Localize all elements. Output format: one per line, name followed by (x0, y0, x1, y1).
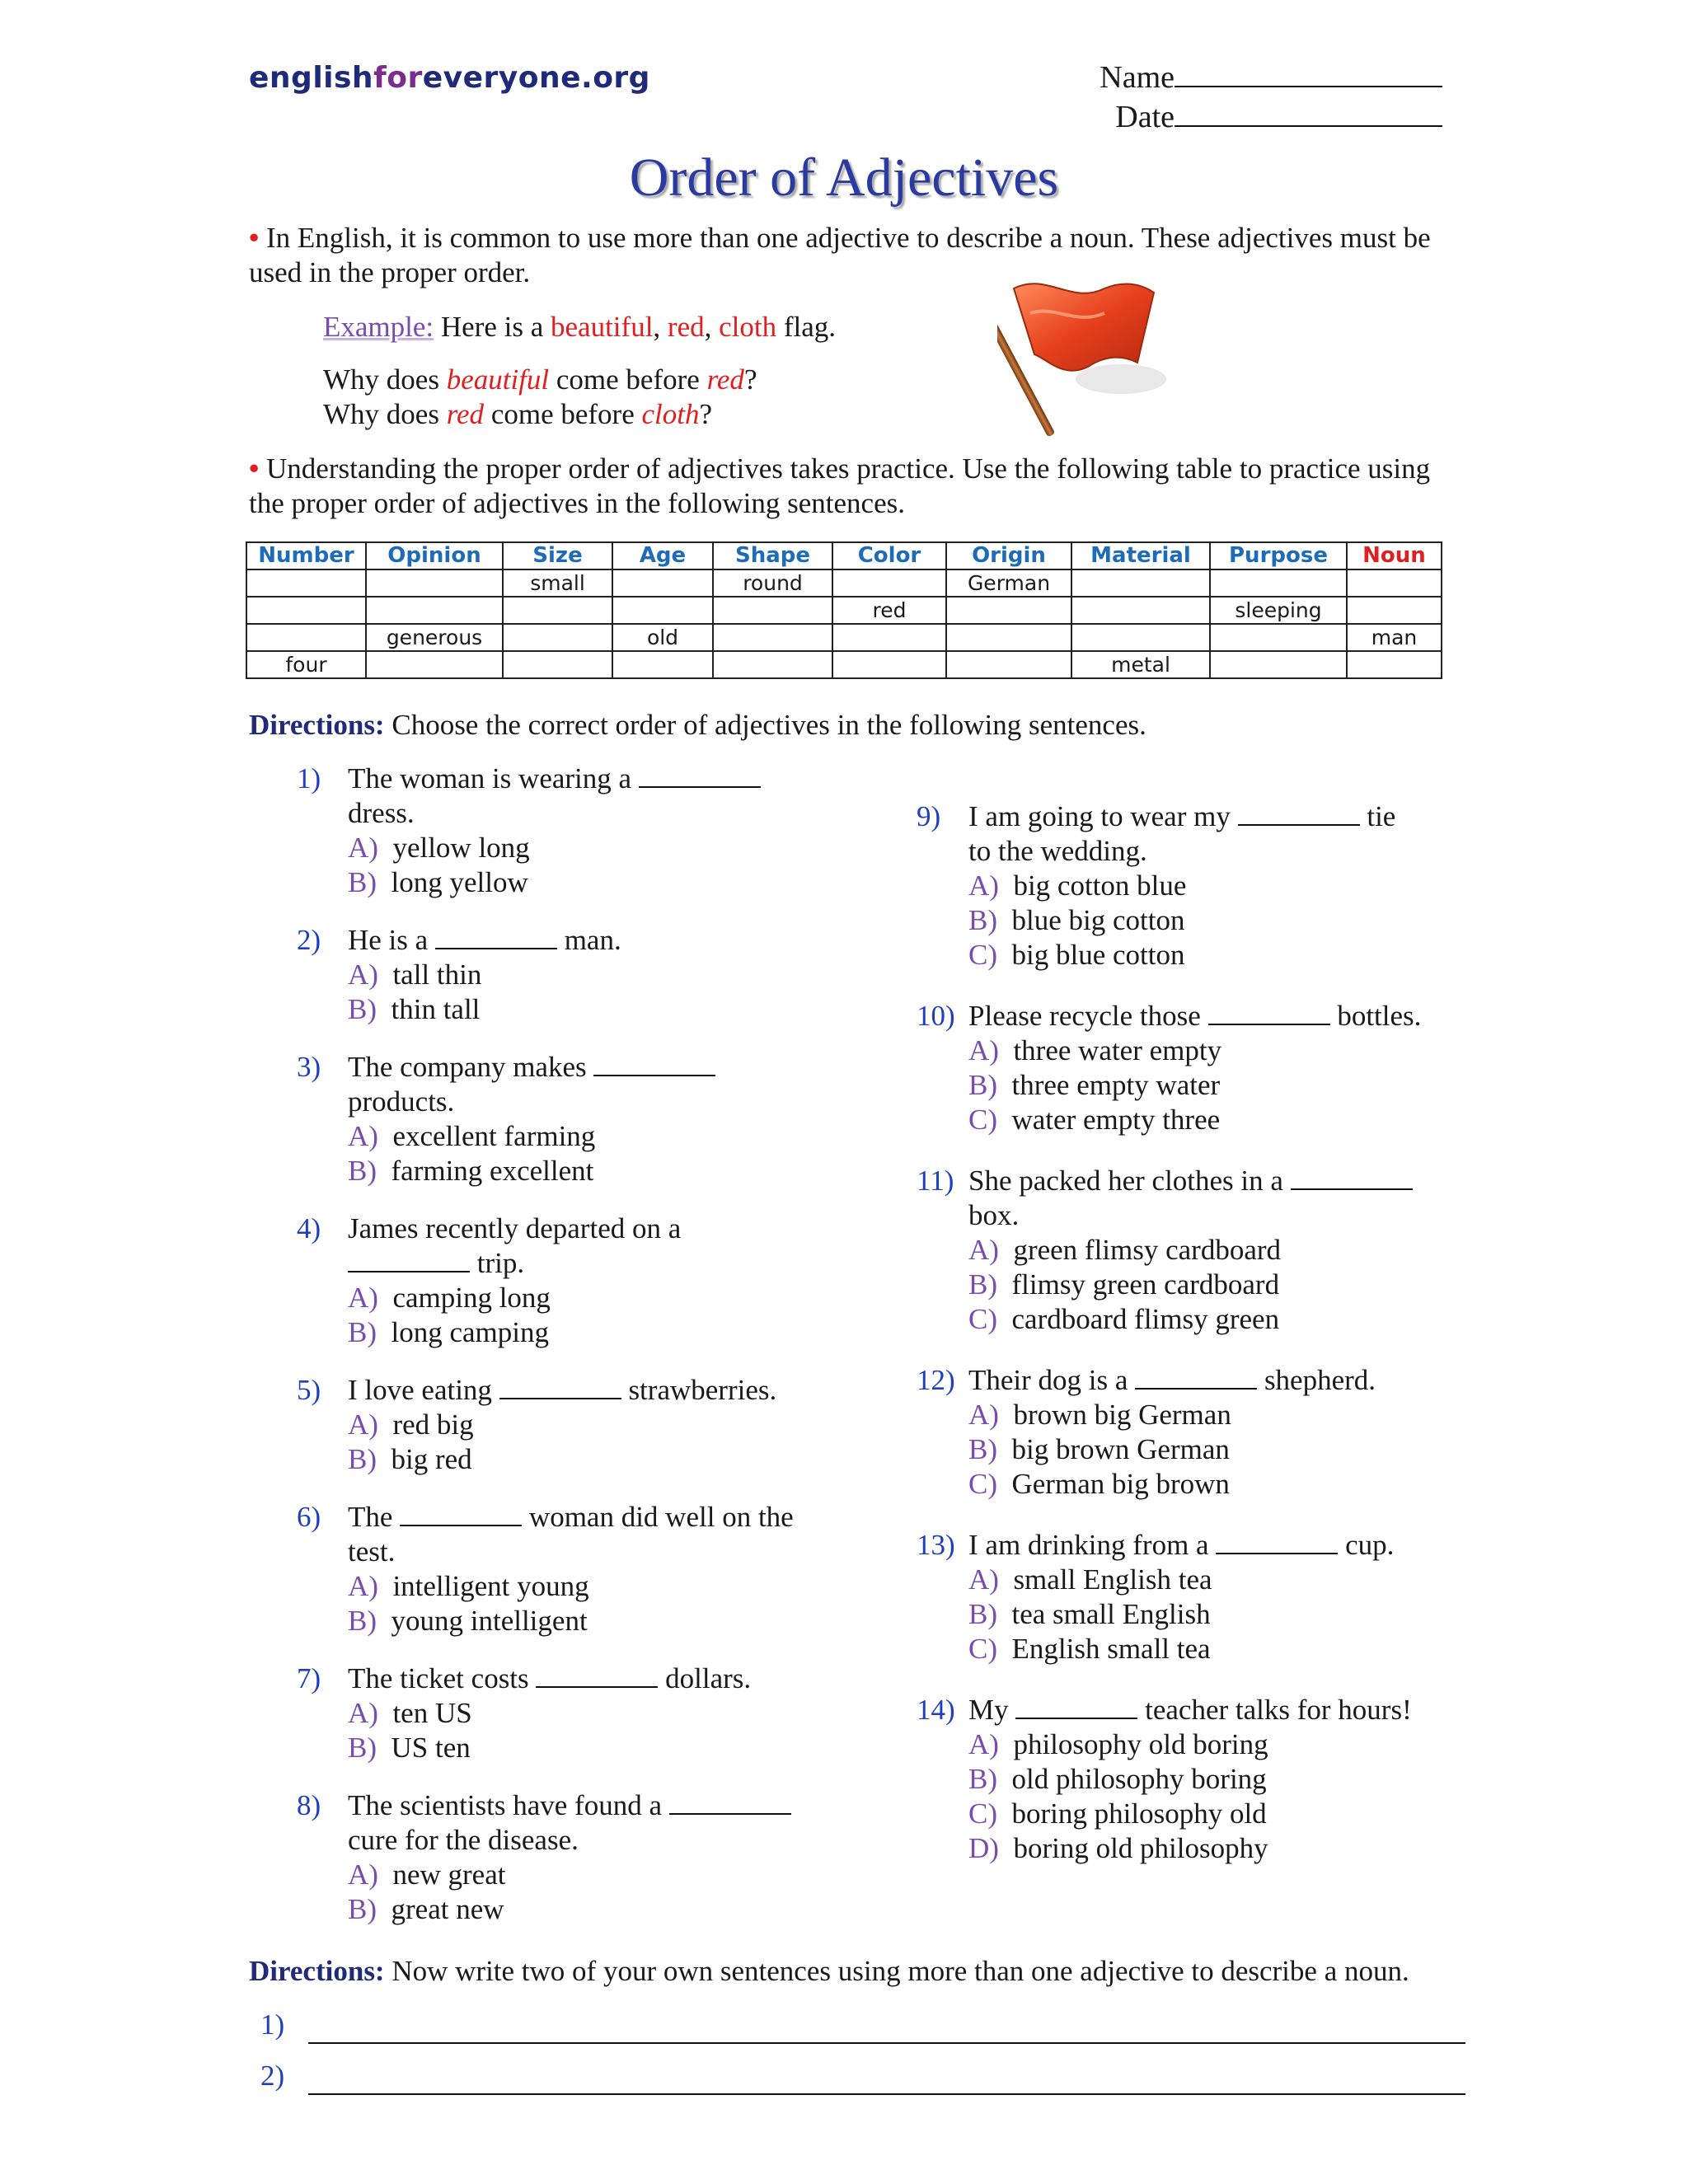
table-cell (1347, 597, 1442, 624)
write-line-1-field[interactable] (308, 2041, 1465, 2044)
option[interactable]: B) long camping (348, 1316, 549, 1348)
column-header: Opinion (366, 542, 503, 569)
option[interactable]: A) philosophy old boring (968, 1728, 1268, 1760)
answer-blank[interactable] (400, 1502, 522, 1526)
column-header: Number (246, 542, 366, 569)
table-cell (1210, 651, 1347, 678)
option[interactable]: C) big blue cotton (968, 939, 1185, 971)
answer-blank[interactable] (1291, 1165, 1413, 1190)
table-cell: generous (366, 624, 503, 651)
table-cell (612, 569, 713, 597)
table-cell: metal (1071, 651, 1210, 678)
option[interactable]: A) brown big German (968, 1399, 1231, 1431)
adjective-order-table (246, 541, 1442, 679)
column-header: Shape (713, 542, 832, 569)
option[interactable]: A) yellow long (348, 832, 530, 864)
answer-blank[interactable] (499, 1375, 621, 1399)
table-cell (1210, 569, 1347, 597)
red-flag-icon (997, 264, 1179, 445)
column-header: Purpose (1210, 542, 1347, 569)
option[interactable]: C) cardboard flimsy green (968, 1303, 1280, 1335)
table-cell: four (246, 651, 366, 678)
option[interactable]: A) red big (348, 1408, 474, 1441)
table-cell: German (946, 569, 1071, 597)
why-question-1: Why does beautiful come before red? (323, 363, 757, 396)
table-cell: small (503, 569, 612, 597)
answer-blank[interactable] (593, 1052, 715, 1076)
name-date-fields (1088, 58, 1442, 137)
answer-blank[interactable] (348, 1248, 470, 1272)
intro-paragraph-2: • Understanding the proper order of adjectives takes practice. Use the following table to practice using the proper order of adjectives in the following sentences. (249, 452, 1431, 519)
option[interactable]: A) small English tea (968, 1563, 1212, 1596)
answer-blank[interactable] (536, 1663, 658, 1688)
name-field[interactable]: Name (1088, 58, 1442, 97)
table-row (246, 651, 1442, 678)
option[interactable]: A) ten US (348, 1697, 472, 1729)
table-cell (1071, 624, 1210, 651)
option[interactable]: A) camping long (348, 1282, 551, 1314)
table-cell (366, 597, 503, 624)
date-field[interactable]: Date (1088, 97, 1442, 137)
example-sentence: Example: Here is a beautiful, red, cloth flag. (323, 311, 837, 343)
option[interactable]: B) young intelligent (348, 1605, 588, 1637)
table-cell (713, 624, 832, 651)
option[interactable]: C) English small tea (968, 1633, 1211, 1665)
column-header: Noun (1347, 542, 1442, 569)
table-cell (832, 569, 946, 597)
why-question-2: Why does red come before cloth? (323, 398, 713, 430)
table-row (246, 597, 1442, 624)
option[interactable]: B) thin tall (348, 993, 481, 1025)
option[interactable]: B) flimsy green cardboard (968, 1268, 1280, 1301)
table-cell (1347, 651, 1442, 678)
table-cell: old (612, 624, 713, 651)
table-cell: sleeping (1210, 597, 1347, 624)
table-cell (1210, 624, 1347, 651)
table-cell (246, 569, 366, 597)
answer-blank[interactable] (669, 1790, 791, 1815)
table-cell (503, 597, 612, 624)
directions-2: Directions: Now write two of your own sentences using more than one adjective to describe a noun. (249, 1955, 1409, 1987)
column-header: Color (832, 542, 946, 569)
table-cell (832, 624, 946, 651)
table-cell (946, 624, 1071, 651)
option[interactable]: D) boring old philosophy (968, 1832, 1268, 1864)
directions-1: Directions: Choose the correct order of adjectives in the following sentences. (249, 709, 1146, 741)
table-cell (713, 597, 832, 624)
table-cell (503, 624, 612, 651)
table-cell (366, 651, 503, 678)
option[interactable]: C) water empty three (968, 1104, 1221, 1136)
option[interactable]: A) new great (348, 1858, 506, 1891)
table-cell (713, 651, 832, 678)
answer-blank[interactable] (1216, 1530, 1338, 1554)
answer-blank[interactable] (1135, 1365, 1257, 1390)
answer-blank[interactable] (1015, 1694, 1137, 1719)
option[interactable]: B) big red (348, 1443, 472, 1475)
table-row (246, 624, 1442, 651)
option[interactable]: B) tea small English (968, 1598, 1211, 1630)
page-title: Order of Adjectives (629, 148, 1059, 208)
answer-blank[interactable] (639, 763, 761, 788)
table-cell (503, 651, 612, 678)
write-line-2-field[interactable] (308, 2092, 1465, 2095)
option[interactable]: A) intelligent young (348, 1570, 589, 1602)
table-cell (1347, 569, 1442, 597)
option[interactable]: B) three empty water (968, 1069, 1221, 1101)
table-cell (246, 624, 366, 651)
option[interactable]: B) long yellow (348, 866, 528, 898)
option[interactable]: B) blue big cotton (968, 904, 1185, 936)
table-cell (1071, 597, 1210, 624)
intro-paragraph-1: • In English, it is common to use more than one adjective to describe a noun. These adjectives must be used in the proper order. (249, 222, 1431, 288)
table-cell (1071, 569, 1210, 597)
table-cell (612, 651, 713, 678)
option[interactable]: A) green flimsy cardboard (968, 1234, 1282, 1266)
table-cell (946, 651, 1071, 678)
table-row (246, 569, 1442, 597)
column-header: Origin (946, 542, 1071, 569)
option[interactable]: B) great new (348, 1893, 504, 1925)
table-cell: round (713, 569, 832, 597)
table-cell (366, 569, 503, 597)
option[interactable]: B) farming excellent (348, 1155, 594, 1187)
option[interactable]: B) old philosophy boring (968, 1763, 1267, 1795)
column-header: Material (1071, 542, 1210, 569)
option[interactable]: B) US ten (348, 1732, 471, 1764)
answer-blank[interactable] (1208, 1001, 1330, 1025)
table-cell: man (1347, 624, 1442, 651)
table-cell: red (832, 597, 946, 624)
table-cell (832, 651, 946, 678)
table-cell (946, 597, 1071, 624)
table-cell (246, 597, 366, 624)
table-cell (612, 597, 713, 624)
site-logo-text: englishforeveryone.org (249, 61, 650, 95)
answer-blank[interactable] (435, 925, 557, 949)
option[interactable]: A) three water empty (968, 1034, 1222, 1066)
column-header: Age (612, 542, 713, 569)
option[interactable]: C) German big brown (968, 1468, 1230, 1500)
option[interactable]: B) big brown German (968, 1433, 1230, 1465)
option[interactable]: C) boring philosophy old (968, 1797, 1267, 1830)
column-header: Size (503, 542, 612, 569)
table-header-row (246, 542, 1442, 569)
answer-blank[interactable] (1238, 801, 1360, 826)
option[interactable]: A) big cotton blue (968, 869, 1187, 902)
option[interactable]: A) excellent farming (348, 1120, 596, 1152)
option[interactable]: A) tall thin (348, 958, 482, 991)
